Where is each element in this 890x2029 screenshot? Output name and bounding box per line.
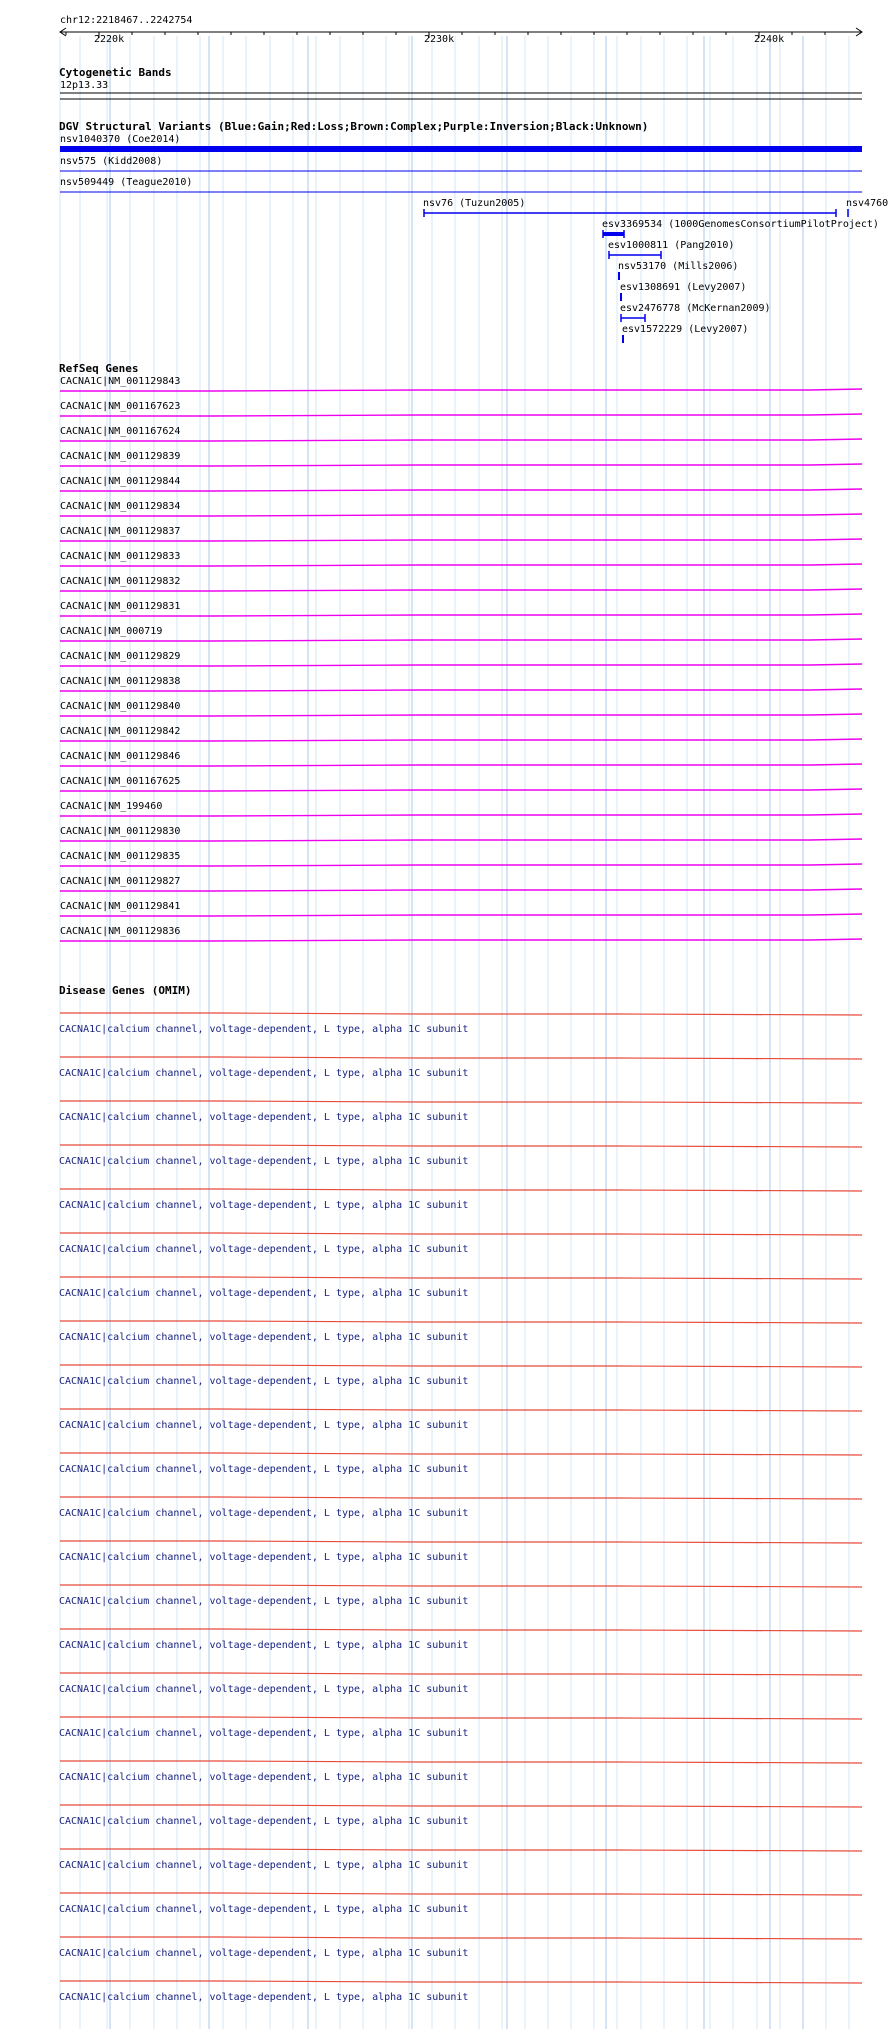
omim-gene-label: CACNA1C|calcium channel, voltage-dependent, L type, alpha 1C subunit [59, 1640, 469, 1651]
omim-gene-label: CACNA1C|calcium channel, voltage-dependent, L type, alpha 1C subunit [59, 1860, 469, 1871]
refseq-gene-label: CACNA1C|NM_001129840 [60, 701, 181, 712]
omim-gene-model [0, 1316, 890, 1328]
omim-gene-label: CACNA1C|calcium channel, voltage-dependent, L type, alpha 1C subunit [59, 1816, 469, 1827]
omim-gene-model [0, 1228, 890, 1240]
refseq-track-title: RefSeq Genes [59, 362, 139, 375]
refseq-gene-label: CACNA1C|NM_001129844 [60, 476, 181, 487]
refseq-gene-label: CACNA1C|NM_001129827 [60, 876, 181, 887]
omim-gene-model [0, 1888, 890, 1900]
omim-gene-model [0, 1976, 890, 1988]
refseq-gene-label: CACNA1C|NM_001129830 [60, 826, 181, 837]
dgv-features [0, 130, 890, 350]
refseq-gene-label: CACNA1C|NM_001129838 [60, 676, 181, 687]
dgv-track-title: DGV Structural Variants (Blue:Gain;Red:Loss;Brown:Complex;Purple:Inversion;Black:Unknown) [59, 120, 649, 133]
omim-gene-label: CACNA1C|calcium channel, voltage-dependent, L type, alpha 1C subunit [59, 1904, 469, 1915]
refseq-gene-model [0, 732, 890, 744]
omim-gene-label: CACNA1C|calcium channel, voltage-dependent, L type, alpha 1C subunit [59, 1552, 469, 1563]
omim-gene-label: CACNA1C|calcium channel, voltage-dependent, L type, alpha 1C subunit [59, 1156, 469, 1167]
cytoband-label: 12p13.33 [60, 80, 109, 91]
omim-gene-model [0, 1668, 890, 1680]
refseq-gene-label: CACNA1C|NM_001129831 [60, 601, 181, 612]
dgv-variant-label: nsv509449 (Teague2010) [60, 177, 193, 188]
refseq-gene-model [0, 407, 890, 419]
omim-gene-model [0, 1008, 890, 1020]
refseq-gene-model [0, 557, 890, 569]
omim-gene-label: CACNA1C|calcium channel, voltage-dependent, L type, alpha 1C subunit [59, 1200, 469, 1211]
refseq-gene-label: CACNA1C|NM_001129843 [60, 376, 181, 387]
omim-gene-model [0, 1404, 890, 1416]
refseq-gene-label: CACNA1C|NM_001167623 [60, 401, 181, 412]
refseq-gene-model [0, 507, 890, 519]
refseq-gene-label: CACNA1C|NM_199460 [60, 801, 163, 812]
ruler [0, 22, 890, 72]
omim-gene-model [0, 1712, 890, 1724]
omim-gene-model [0, 1624, 890, 1636]
omim-gene-label: CACNA1C|calcium channel, voltage-dependent, L type, alpha 1C subunit [59, 1332, 469, 1343]
refseq-gene-model [0, 682, 890, 694]
refseq-gene-model [0, 807, 890, 819]
dgv-variant-label: nsv76 (Tuzun2005) [423, 198, 526, 209]
omim-gene-label: CACNA1C|calcium channel, voltage-dependent, L type, alpha 1C subunit [59, 1728, 469, 1739]
refseq-gene-label: CACNA1C|NM_001129835 [60, 851, 181, 862]
omim-gene-label: CACNA1C|calcium channel, voltage-dependent, L type, alpha 1C subunit [59, 1948, 469, 1959]
omim-gene-model [0, 1756, 890, 1768]
refseq-gene-model [0, 432, 890, 444]
ruler-tick-label: 2230k [424, 34, 455, 45]
dgv-variant-label: esv2476778 (McKernan2009) [620, 303, 771, 314]
omim-gene-model [0, 1800, 890, 1812]
cytoband-ideogram [0, 90, 890, 102]
omim-gene-label: CACNA1C|calcium channel, voltage-dependent, L type, alpha 1C subunit [59, 1420, 469, 1431]
omim-gene-label: CACNA1C|calcium channel, voltage-dependent, L type, alpha 1C subunit [59, 1112, 469, 1123]
omim-gene-model [0, 1096, 890, 1108]
omim-gene-model [0, 1272, 890, 1284]
omim-gene-label: CACNA1C|calcium channel, voltage-dependent, L type, alpha 1C subunit [59, 1464, 469, 1475]
dgv-variant-label: nsv1040370 (Coe2014) [60, 134, 181, 145]
refseq-gene-label: CACNA1C|NM_001129832 [60, 576, 181, 587]
omim-gene-model [0, 1448, 890, 1460]
ruler-tick-label: 2220k [94, 34, 125, 45]
refseq-gene-model [0, 457, 890, 469]
refseq-gene-model [0, 582, 890, 594]
cytoband-track-title: Cytogenetic Bands [59, 66, 172, 79]
omim-gene-model [0, 1140, 890, 1152]
refseq-gene-label: CACNA1C|NM_001129839 [60, 451, 181, 462]
refseq-gene-model [0, 907, 890, 919]
refseq-gene-model [0, 607, 890, 619]
refseq-gene-label: CACNA1C|NM_001129846 [60, 751, 181, 762]
dgv-variant-bar [60, 146, 862, 152]
omim-gene-label: CACNA1C|calcium channel, voltage-dependent, L type, alpha 1C subunit [59, 1772, 469, 1783]
refseq-gene-model [0, 382, 890, 394]
refseq-gene-model [0, 482, 890, 494]
refseq-gene-model [0, 532, 890, 544]
refseq-gene-label: CACNA1C|NM_001129837 [60, 526, 181, 537]
region-label: chr12:2218467..2242754 [60, 15, 193, 26]
refseq-gene-model [0, 932, 890, 944]
dgv-variant-label: esv1308691 (Levy2007) [620, 282, 747, 293]
ruler-tick-label: 2240k [754, 34, 785, 45]
omim-gene-label: CACNA1C|calcium channel, voltage-dependent, L type, alpha 1C subunit [59, 1068, 469, 1079]
dgv-variant-label: esv1000811 (Pang2010) [608, 240, 735, 251]
omim-gene-model [0, 1360, 890, 1372]
dgv-variant-label: nsv4760 [846, 198, 889, 209]
refseq-gene-model [0, 782, 890, 794]
omim-gene-label: CACNA1C|calcium channel, voltage-dependent, L type, alpha 1C subunit [59, 1024, 469, 1035]
refseq-gene-label: CACNA1C|NM_001167624 [60, 426, 181, 437]
refseq-gene-label: CACNA1C|NM_001129841 [60, 901, 181, 912]
omim-gene-label: CACNA1C|calcium channel, voltage-dependent, L type, alpha 1C subunit [59, 1992, 469, 2003]
refseq-gene-label: CACNA1C|NM_001129833 [60, 551, 181, 562]
refseq-gene-model [0, 657, 890, 669]
omim-gene-label: CACNA1C|calcium channel, voltage-dependent, L type, alpha 1C subunit [59, 1244, 469, 1255]
omim-gene-model [0, 1844, 890, 1856]
omim-gene-model [0, 1492, 890, 1504]
omim-gene-label: CACNA1C|calcium channel, voltage-dependent, L type, alpha 1C subunit [59, 1288, 469, 1299]
omim-gene-model [0, 1536, 890, 1548]
refseq-gene-model [0, 707, 890, 719]
omim-gene-label: CACNA1C|calcium channel, voltage-dependent, L type, alpha 1C subunit [59, 1684, 469, 1695]
omim-track-title: Disease Genes (OMIM) [59, 984, 192, 997]
dgv-variant-label: nsv575 (Kidd2008) [60, 156, 163, 167]
omim-gene-model [0, 1184, 890, 1196]
refseq-gene-model [0, 857, 890, 869]
omim-gene-model [0, 1932, 890, 1944]
dgv-variant-bar [603, 232, 624, 236]
omim-gene-label: CACNA1C|calcium channel, voltage-dependent, L type, alpha 1C subunit [59, 1596, 469, 1607]
refseq-gene-model [0, 882, 890, 894]
refseq-gene-label: CACNA1C|NM_001129829 [60, 651, 181, 662]
refseq-gene-label: CACNA1C|NM_001129836 [60, 926, 181, 937]
omim-gene-model [0, 1052, 890, 1064]
omim-gene-label: CACNA1C|calcium channel, voltage-dependent, L type, alpha 1C subunit [59, 1376, 469, 1387]
refseq-gene-label: CACNA1C|NM_001167625 [60, 776, 181, 787]
dgv-variant-label: esv1572229 (Levy2007) [622, 324, 749, 335]
refseq-gene-model [0, 757, 890, 769]
omim-gene-model [0, 1580, 890, 1592]
refseq-gene-label: CACNA1C|NM_001129842 [60, 726, 181, 737]
refseq-gene-model [0, 632, 890, 644]
dgv-variant-label: esv3369534 (1000GenomesConsortiumPilotProject) [602, 219, 879, 230]
refseq-gene-label: CACNA1C|NM_001129834 [60, 501, 181, 512]
omim-gene-label: CACNA1C|calcium channel, voltage-dependent, L type, alpha 1C subunit [59, 1508, 469, 1519]
refseq-gene-label: CACNA1C|NM_000719 [60, 626, 163, 637]
dgv-variant-label: nsv53170 (Mills2006) [618, 261, 739, 272]
refseq-gene-model [0, 832, 890, 844]
